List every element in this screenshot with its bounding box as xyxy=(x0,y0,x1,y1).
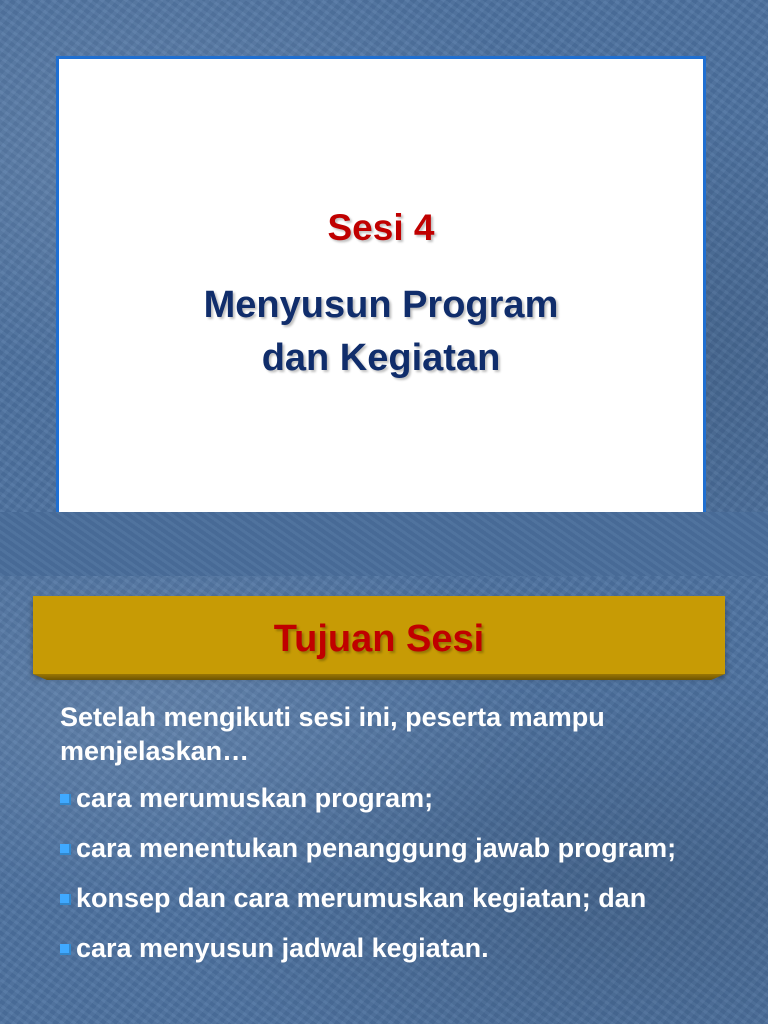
session-number: Sesi 4 xyxy=(327,207,435,248)
objectives-banner xyxy=(33,596,725,674)
square-bullet-icon xyxy=(60,944,71,955)
list-item-text: konsep dan cara merumuskan kegiatan; dan xyxy=(76,883,647,913)
list-item xyxy=(60,932,740,965)
objectives-intro: Setelah mengikuti sesi ini, peserta mampu menjelaskan… xyxy=(60,702,605,766)
list-item xyxy=(60,882,740,915)
slide-separator xyxy=(0,512,768,576)
square-bullet-icon xyxy=(60,794,71,805)
objectives-list xyxy=(60,782,740,982)
slide-objectives xyxy=(0,576,768,1024)
slide-title-line-1: Menyusun Program xyxy=(203,284,559,326)
list-item-text: cara merumuskan program; xyxy=(76,783,434,813)
slide-title-line-2: dan Kegiatan xyxy=(261,337,501,379)
list-item xyxy=(60,832,740,865)
objectives-heading: Tujuan Sesi xyxy=(273,618,485,660)
list-item-text: cara menentukan penanggung jawab program; xyxy=(76,833,677,863)
title-card xyxy=(56,56,706,512)
list-item-text: cara menyusun jadwal kegiatan. xyxy=(76,933,489,963)
square-bullet-icon xyxy=(60,894,71,905)
square-bullet-icon xyxy=(60,844,71,855)
list-item xyxy=(60,782,740,815)
